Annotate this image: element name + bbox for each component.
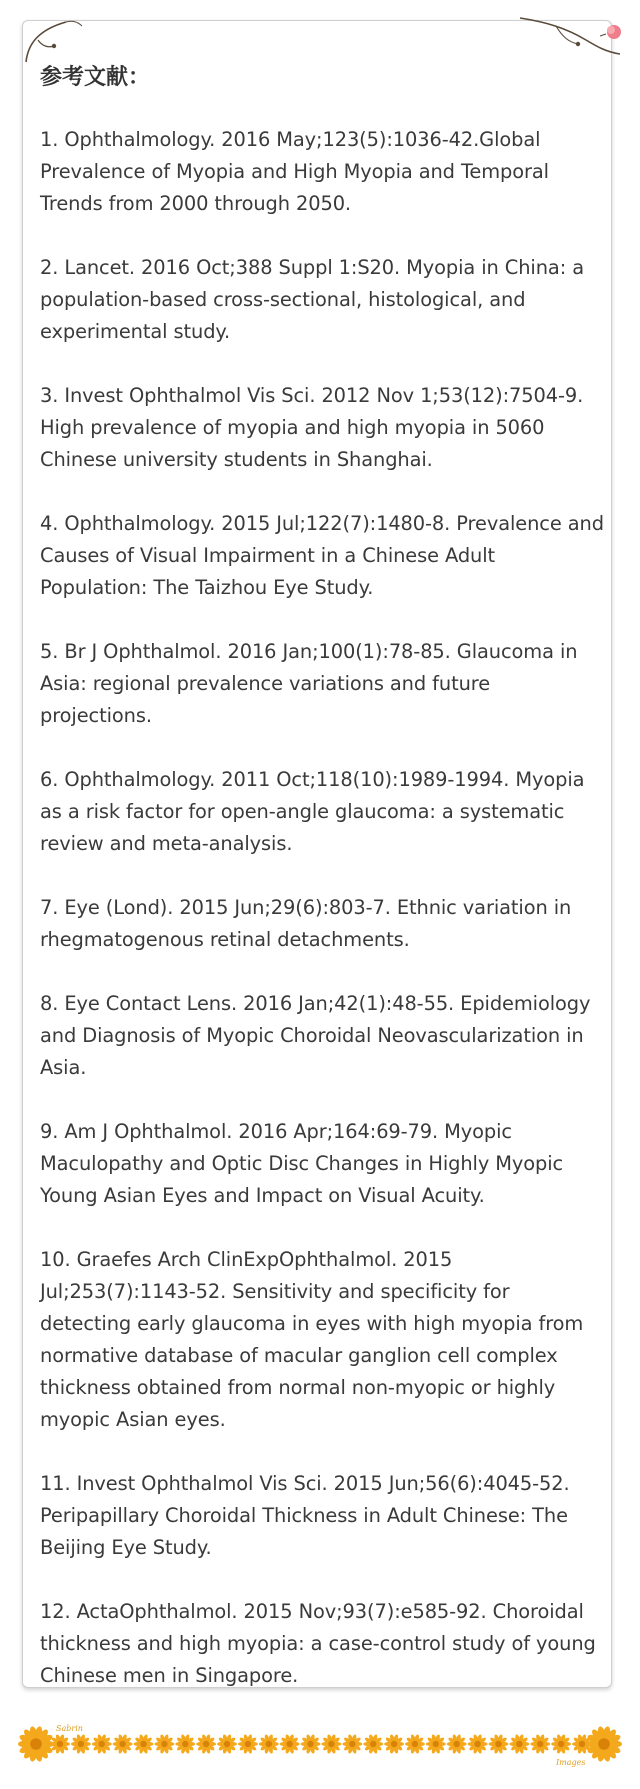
flower-border-icon: [16, 1722, 624, 1768]
small-flower-icon: [488, 1734, 508, 1754]
reference-item-7: 7. Eye (Lond). 2015 Jun;29(6):803-7. Ethnic variation in rhegmatogenous retinal detachments.: [40, 896, 572, 951]
small-flower-icon: [342, 1734, 362, 1754]
small-flower-icon: [217, 1734, 237, 1754]
small-flower-icon: [530, 1734, 550, 1754]
reference-item-6: 6. Ophthalmology. 2011 Oct;118(10):1989-1994. Myopia as a risk factor for open-angle glaucoma: a systematic review and meta-analysis.: [40, 768, 585, 855]
reference-item-8: 8. Eye Contact Lens. 2016 Jan;42(1):48-55. Epidemiology and Diagnosis of Myopic Choroidal Neovascularization in Asia.: [40, 992, 591, 1079]
small-flower-icon: [447, 1734, 467, 1754]
reference-item-11: 11. Invest Ophthalmol Vis Sci. 2015 Jun;56(6):4045-52. Peripapillary Choroidal Thickness in Adult Chinese: The Beijing Eye Study.: [40, 1472, 570, 1559]
small-flower-icon: [301, 1734, 321, 1754]
small-flower-icon: [259, 1734, 279, 1754]
small-flower-icon: [92, 1734, 112, 1754]
blossom-branch-icon: [516, 14, 626, 64]
sunflower-left-icon: [18, 1726, 54, 1763]
small-flower-icon: [50, 1734, 70, 1754]
small-flower-icon: [321, 1734, 341, 1754]
small-flower-icon: [426, 1734, 446, 1754]
small-flower-icon: [71, 1734, 91, 1754]
small-flower-icon: [384, 1734, 404, 1754]
branch-left-icon: [18, 16, 88, 66]
logo-text-left: Sabrin: [56, 1724, 83, 1733]
reference-item-3: 3. Invest Ophthalmol Vis Sci. 2012 Nov 1;53(12):7504-9. High prevalence of myopia and high myopia in 5060 Chinese university students in Shanghai.: [40, 384, 584, 471]
small-flower-icon: [405, 1734, 425, 1754]
references-heading: 参考文献：: [40, 65, 151, 90]
reference-item-5: 5. Br J Ophthalmol. 2016 Jan;100(1):78-85. Glaucoma in Asia: regional prevalence variations and future projections.: [40, 640, 578, 727]
small-flower-icon: [551, 1734, 571, 1754]
small-flower-icon: [509, 1734, 529, 1754]
small-flower-icon: [175, 1734, 195, 1754]
logo-text-right: Images: [556, 1758, 586, 1767]
small-flower-icon: [238, 1734, 258, 1754]
small-flower-icon: [363, 1734, 383, 1754]
reference-content: [40, 64, 606, 1724]
small-flower-icon: [134, 1734, 154, 1754]
reference-item-12: 12. ActaOphthalmol. 2015 Nov;93(7):e585-92. Choroidal thickness and high myopia: a case-control study of young Chinese men in Singapore.: [40, 1600, 596, 1687]
reference-item-10: 10. Graefes Arch ClinExpOphthalmol. 2015 Jul;253(7):1143-52. Sensitivity and specificity for detecting early glaucoma in eyes with high myopia from normative database of macular ganglion cell complex thickness obtained from normal non-myopic or highly myopic Asian eyes.: [40, 1248, 584, 1431]
small-flower-icon: [113, 1734, 133, 1754]
reference-item-4: 4. Ophthalmology. 2015 Jul;122(7):1480-8. Prevalence and Causes of Visual Impairment in a Chinese Adult Population: The Taizhou Eye Study.: [40, 512, 604, 599]
reference-item-2: 2. Lancet. 2016 Oct;388 Suppl 1:S20. Myopia in China: a population-based cross-sectional, histological, and experimental study.: [40, 256, 584, 343]
small-flower-icon: [468, 1734, 488, 1754]
reference-item-1: 1. Ophthalmology. 2016 May;123(5):1036-42.Global Prevalence of Myopia and High Myopia and Temporal Trends from 2000 through 2050.: [40, 128, 549, 215]
small-flower-icon: [280, 1734, 300, 1754]
small-flower-icon: [196, 1734, 216, 1754]
small-flower-icon: [154, 1734, 174, 1754]
reference-item-9: 9. Am J Ophthalmol. 2016 Apr;164:69-79. Myopic Maculopathy and Optic Disc Changes in Highly Myopic Young Asian Eyes and Impact on Visual Acuity.: [40, 1120, 564, 1207]
